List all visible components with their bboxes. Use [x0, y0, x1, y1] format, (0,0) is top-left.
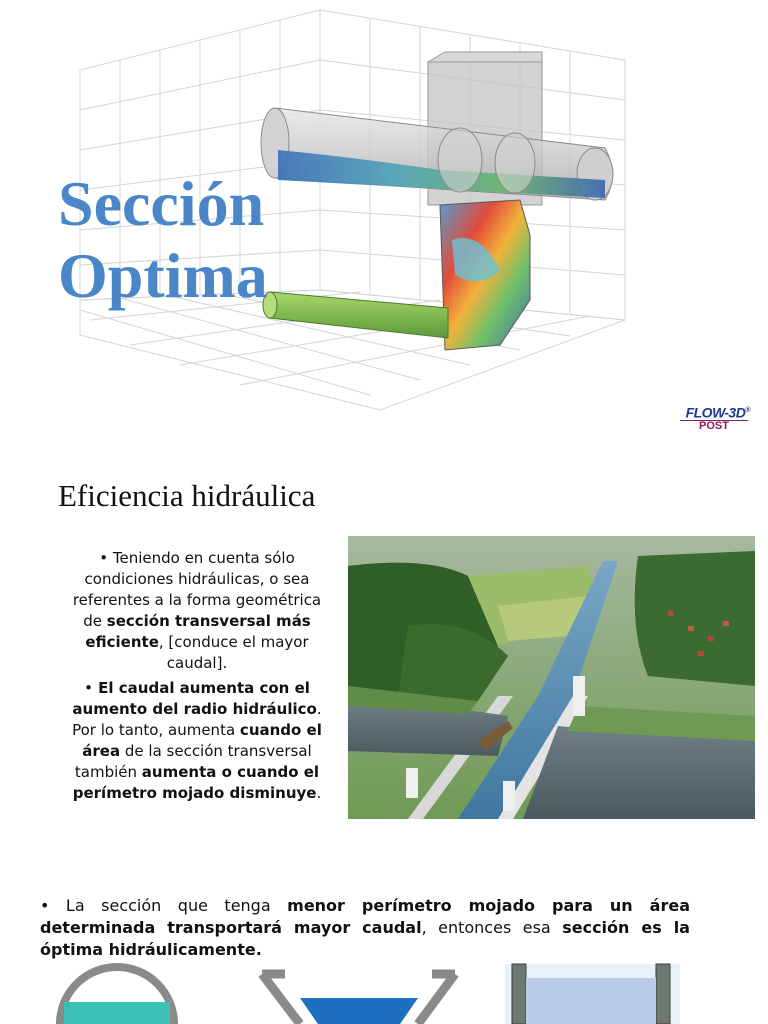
logo-main-text: FLOW-3D®: [685, 404, 750, 421]
flow3d-logo: [670, 404, 750, 432]
title-line-2: Optima: [58, 240, 268, 311]
circular-section-icon: [60, 967, 174, 1024]
slide-title: [58, 168, 268, 312]
slide-1: [0, 0, 768, 440]
rectangular-section-icon: [505, 964, 680, 1024]
bullet-list: [66, 548, 328, 808]
title-line-1: Sección: [58, 168, 265, 239]
aqueduct-photo: [348, 536, 755, 819]
section-heading: Eficiencia hidráulica: [58, 478, 316, 513]
logo-sub-text: POST: [680, 420, 748, 432]
bullet-1: • Teniendo en cuenta sólo condiciones hidráulicas, o sea referentes a la forma geométrica de sección transversal más eficiente, [conduce el mayor caudal].: [72, 549, 322, 672]
trapezoidal-section-icon: [262, 974, 455, 1024]
bullet-2: • El caudal aumenta con el aumento del radio hidráulico. Por lo tanto, aumenta cuando el área de la sección transversal también aumenta o cuando el perímetro mojado disminuye.: [72, 679, 322, 802]
cross-section-shapes: [0, 960, 768, 1024]
slide3-paragraph: • La sección que tenga menor perímetro mojado para un área determinada transportará mayor caudal, entonces esa sección es la óptima hidráulicamente.: [40, 896, 691, 959]
